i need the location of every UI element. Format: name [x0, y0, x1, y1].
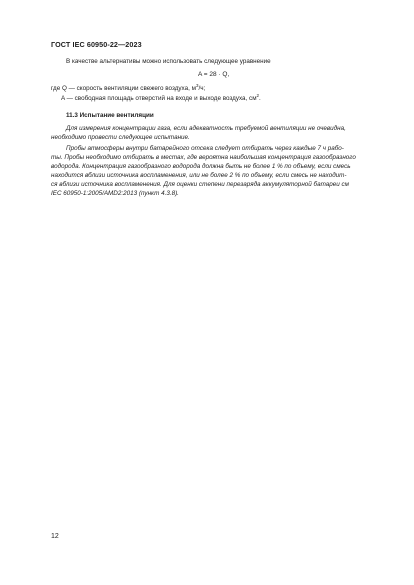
section-heading: 11.3 Испытание вентиляции	[66, 112, 154, 119]
definition-q-sup: 3	[195, 82, 199, 88]
page-number: 12	[51, 533, 59, 540]
document-header: ГОСТ IEC 60950-22—2023	[51, 40, 142, 49]
para1-line: необходимо провести следующее испытание.	[51, 134, 190, 141]
definition-a-suffix: .	[259, 95, 261, 102]
definition-a-sup: 2	[256, 92, 260, 98]
definition-q	[51, 82, 206, 93]
para2-line: ся вблизи источника воспламенения. Для оценки степени перезаряда аккумуляторной батареи см	[51, 181, 349, 188]
definition-q-suffix: /ч;	[198, 85, 206, 92]
para2-line: Пробы атмосферы внутри батарейного отсека следует отбирать через каждые 7 ч рабо-	[66, 145, 344, 152]
definition-a-text: A — свободная площадь отверстий на входе и выходе воздуха, см	[61, 95, 257, 102]
para2-line: IEC 60950-1:2005/AMD2:2013 (пункт 4.3.8).	[51, 190, 179, 197]
para1-line: Для измерения концентрации газа, если адекватность требуемой вентиляции не очевидна,	[66, 125, 346, 132]
intro-text: В качестве альтернативы можно использовать следующее уравнение	[66, 58, 271, 65]
definition-q-text: где Q — скорость вентиляции свежего воздуха, м	[51, 85, 196, 92]
definition-a	[61, 92, 261, 103]
para2-line: находится вблизи источника воспламенения, или не более 2 % по объему, если смесь не находит-	[51, 172, 347, 179]
para2-line: водорода. Концентрация газообразного водорода должна быть не более 1 % по объему, если смесь	[51, 163, 351, 170]
para2-line: ты. Пробы необходимо отбирать в местах, где вероятна наибольшая концентрация газообразного	[51, 154, 356, 161]
formula: A = 28 · Q,	[198, 71, 230, 78]
